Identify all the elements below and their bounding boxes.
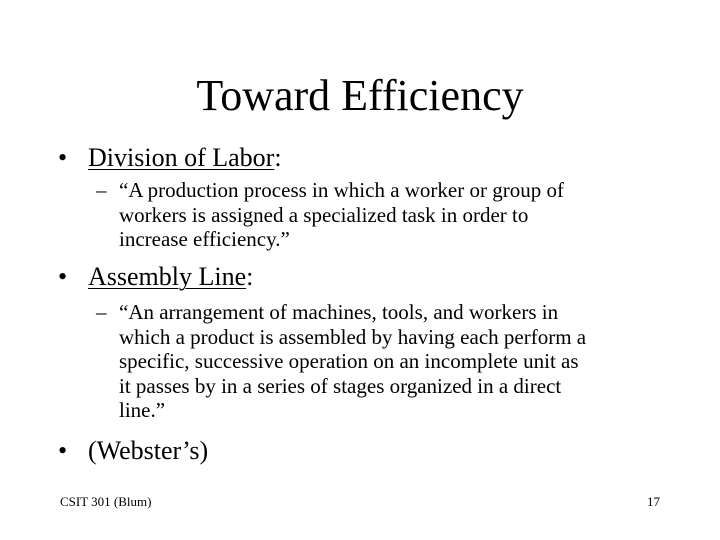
definition-line: line.”	[119, 398, 166, 422]
bullet-text: (Webster’s)	[88, 436, 209, 465]
footer-course: CSIT 301 (Blum)	[60, 494, 152, 509]
footer-page-number: 17	[647, 494, 660, 509]
bullet-term: Assembly Line	[88, 262, 247, 291]
bullet-marker: •	[58, 436, 68, 465]
definition-line: workers is assigned a specialized task in order to	[119, 202, 529, 227]
definition-line: “An arrangement of machines, tools, and workers in	[119, 300, 559, 324]
slide-title: Toward Efficiency	[196, 71, 524, 120]
definition-assembly-line	[96, 300, 696, 423]
definition-division-of-labor	[96, 178, 696, 252]
bullet-suffix: :	[274, 143, 282, 172]
definition-line: which a product is assembled by having each perform a	[119, 324, 587, 349]
bullet-source	[58, 436, 208, 466]
sub-bullet-marker: –	[96, 300, 107, 324]
bullet-suffix: :	[246, 262, 254, 291]
bullet-division-of-labor	[58, 143, 282, 173]
bullet-marker: •	[58, 143, 68, 172]
bullet-marker: •	[58, 262, 68, 291]
bullet-assembly-line	[58, 262, 253, 292]
definition-line: specific, successive operation on an incomplete unit as	[119, 349, 579, 373]
sub-bullet-marker: –	[96, 178, 107, 202]
definition-line: increase efficiency.”	[119, 227, 290, 251]
definition-line: “A production process in which a worker or group of	[119, 178, 564, 202]
bullet-term: Division of Labor	[88, 143, 275, 172]
definition-line: it passes by in a series of stages organized in a direct	[119, 373, 562, 398]
